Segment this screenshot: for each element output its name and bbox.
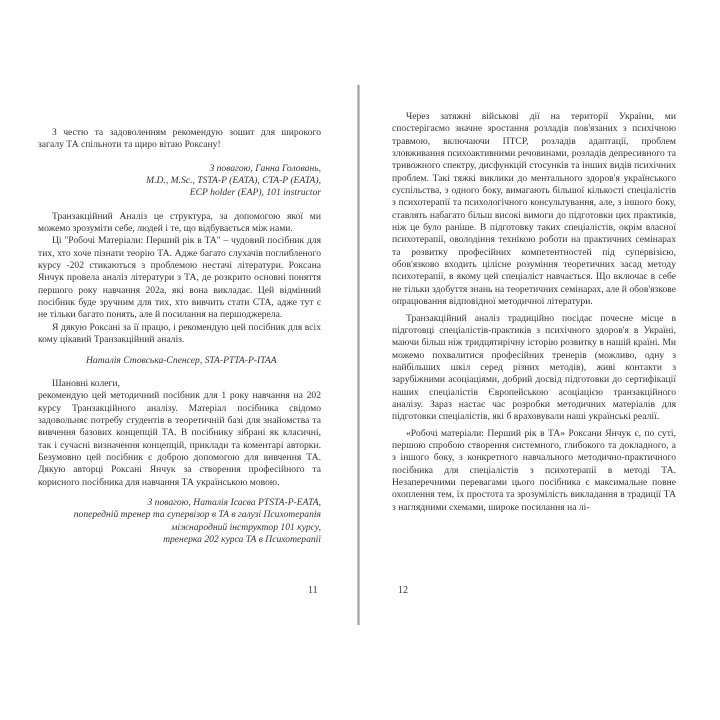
right-page-text [392, 111, 676, 514]
intro-paragraph-2: Транзакційний аналіз традиційно посідає почесне місце в підготовці спеціалістів-практиків з психічного здоров'я в Україні, маючи більш ніж тридцятирічну історію розвитку в нашій країні. Ми можемо похвалитися професійних тренерів (можливо, одну з найбільших шкіл серед різних методів), живі контакти з зарубіжними асоціаціями, добрий досвід підготовки до сертифікації наших спеціалістів Європейською асоціацією транзакційного аналізу. Зараз настає час розробки методичних матеріалів для підготовки спеціалістів, які б враховували наші українські реалії. [392, 312, 676, 423]
left-page-text [38, 127, 321, 546]
recommendation-paragraph-2: Транзакційний Аналіз це структура, за допомогою якої ми можемо зрозуміти себе, людей і те, що відбувається між нами. [38, 210, 321, 235]
greeting: Шановні колеги, [52, 377, 120, 389]
recommendation-paragraph-3: Ці "Робочі Матеріали: Перший рік в ТА" – чудовий посібник для тих, хто хоче пізнати теорію ТА. Адже багато слухачів поглибленого курсу -202 стикаються з проблемою нестачі літератури. Роксана Янчук провела аналіз літератури з ТА, де розкрито основні поняття першого року навчання 202а, які вона викладає. Цей відмінний посібник буде зручним для тих, хто вивчить стати CTA, адже тут є не тільки багато понять, але й посилання на першоджерела. [38, 235, 321, 321]
signature-line: попередній тренер та супервізор в ТА в галузі Психотерапія [73, 509, 321, 521]
signature-line: Наталія Стовська-Спенсер, STA-PTTA-P-ITAA [86, 354, 277, 366]
signature-line: З повагою, Ганна Головань, [209, 162, 321, 174]
intro-paragraph-3: «Робочі матеріали: Перший рік в ТА» Роксани Янчук є, по суті, першою спробою створення системного, глибокого та докладного, а з іншого боку, з конкретного навчального методично-практичного посібника для спеціалістів з психотерапії в методі ТА. Незаперечними перевагами цього посібника є максимальне повне охоплення тем, їх простота та зрозумілість викладання в традиції ТА з наглядними схемами, широке посилання на лі- [392, 427, 676, 513]
book-gutter [357, 85, 360, 625]
page-number: 12 [398, 585, 408, 596]
recommendation-paragraph-1: З честю та задоволенням рекомендую зошит для широкого загалу ТА спільноти та щиро вітаю Роксану! [38, 127, 321, 151]
page-number: 11 [308, 585, 318, 596]
signature-line: ECP holder (EAP), 101 instructor [189, 187, 321, 199]
signature-line: M.D., M.Sc., TSTA-P (EATA), CTA-P (EATA), [146, 175, 321, 187]
signature-line: міжнародний інструктор 101 курсу, [171, 521, 321, 533]
right-page [362, 0, 720, 720]
recommendation-paragraph-5: рекомендую цей методичний посібник для 1 року навчання на 202 курсу Транзакційного аналізу. Матеріал посібника свідомо задовольняє потребу студентів в теоретичній базі для знайомства та вивчення базових концепцій ТА. В посібнику зібрані як класичні, так і сучасні визначення концепцій, приклади та коментарі авторки. Безумовно цей посібник є доброю допомогою для вивчення ТА. Дякую авторці Роксані Янчук за створення професійного та корисного посібника для навчання ТА українською мовою. [38, 390, 321, 488]
recommendation-paragraph-4: Я дякую Роксані за її працю, і рекомендую цей посібник для всіх кому цікавий Транзакційний аналіз. [38, 321, 321, 346]
left-page [0, 0, 358, 720]
intro-paragraph-1: Через затяжні військові дії на території України, ми спостерігаємо значне зростання розладів пов'язаних з психічною травмою, включаючи ПТСР, розладів адаптації, проблем зловживання психоактивними речовинами, розладів депресивного та тривожного спектру, дисфункцій стосунків та інших видів психічних проблем. Такі тяжкі виклики до ментального здоров'я українського суспільства, з одного боку, вимагають більшої кількості спеціалістів з психотерапії та психологічного консультування, але, з іншого боку, ставлять набагато більш високі вимоги до підготовки цих практиків, ніж це було раніше. В підготовку таких спеціалістів, окрім власної психотерапії, оволодіння технікою роботи на практичних семінарах та розвитку професійних компетентностей під супервізією, обов'язково входить цілісне розуміння теоретичних засад методу психотерапії, в якому цей спеціаліст навчається. Що включає в себе не тільки здобуття знань на теоретичних семінарах, але й обов'язкове опрацювання відповідної методичної літератури. [392, 111, 676, 308]
signature-line: тренерка 202 курса ТА в Психотерапії [163, 533, 321, 545]
signature-line: З повагою, Наталія Ісаєва PTSTA-P-EATA, [147, 496, 321, 508]
